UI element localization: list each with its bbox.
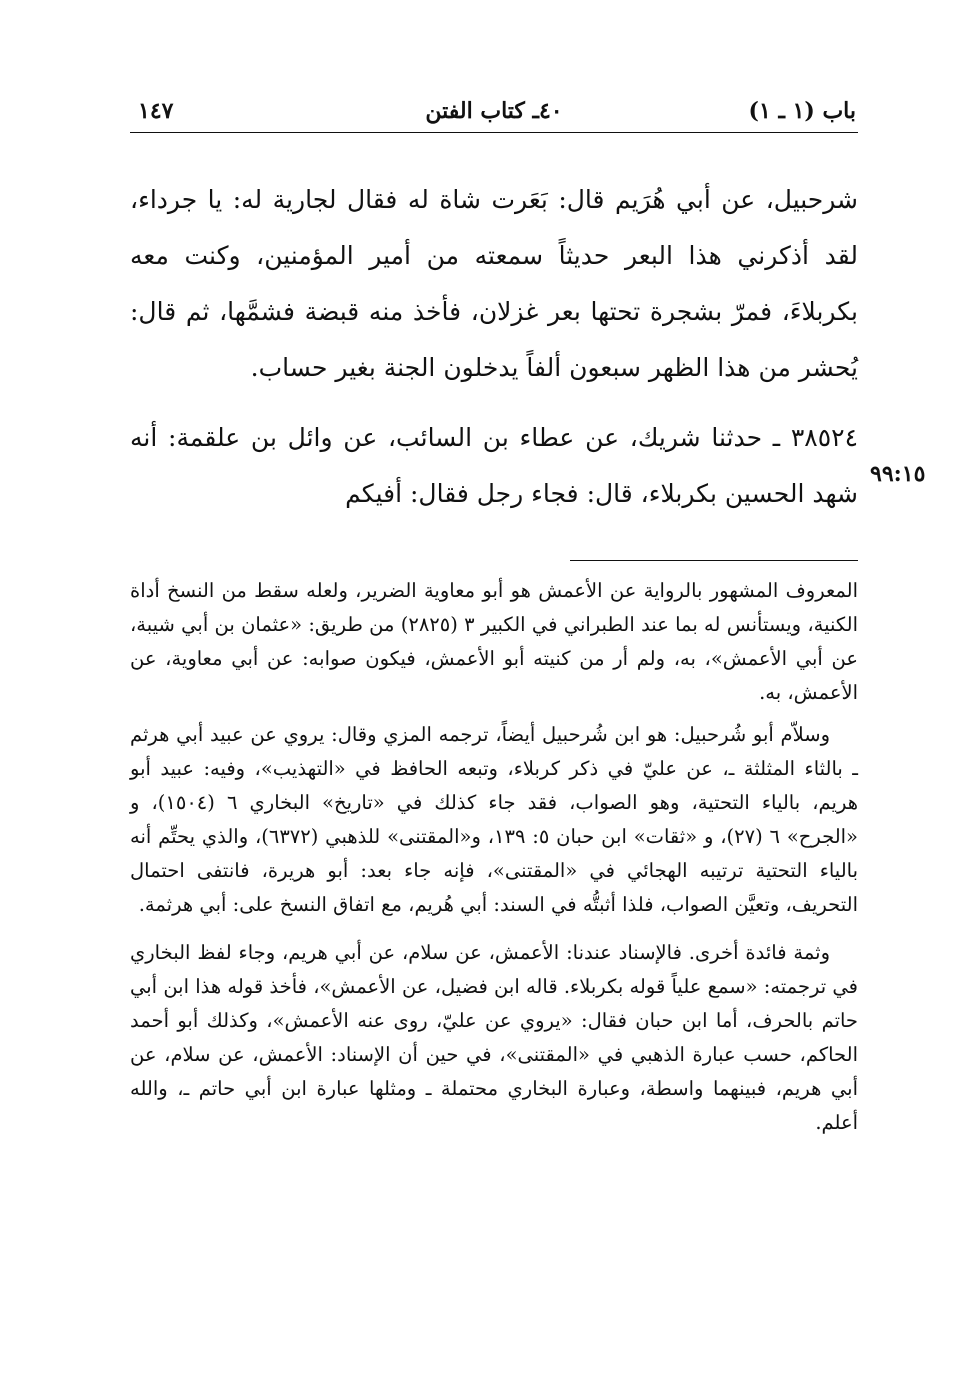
- hadith-38524: ٣٨٥٢٤ ـ حدثنا شريك، عن عطاء بن السائب، عن وائل بن علقمة: أنه شهد الحسين بكربلاء، قال: فجاء رجل فقال: أفيكم: [130, 423, 858, 508]
- footnote-block-3: وثمة فائدة أخرى. فالإسناد عندنا: الأعمش، عن سلام، عن أبي هريم، وجاء لفظ البخاري في ترجمته: «سمع علياً قوله بكربلاء. قاله ابن فضيل، عن الأعمش»، فأخذ قوله هذا ابن أبي حاتم بالحرف، أما ابن حبان فقال: «يروي عن عليّ، روى عنه الأعمش»، وكذلك أبو أحمد الحاكم، حسب عبارة الذهبي في «المقتنى»، في حين أن الإسناد: الأعمش، عن سلام، عن أبي هريم، فبينهما واسطة، وعبارة البخاري محتملة ـ ومثلها عبارة ابن أبي حاتم ـ، والله أعلم.: [130, 941, 859, 1134]
- margin-reference: ٩٩:١٥: [870, 461, 926, 487]
- footnote-divider: [570, 560, 858, 561]
- footnote-block-2: وسلاّم أبو شُرحبيل: هو ابن شُرحبيل أيضاً، ترجمه المزي وقال: يروي عن عبيد أبي هرثم ـ بالثاء المثلثة ـ، عن عليّ في ذكر كربلاء، وتبعه الحافظ في «التهذيب»، وفيه: عبيد أبو هريم، بالياء التحتية، وهو الصواب، فقد جاء كذلك في «تاريخ» البخاري ٦ (١٥٠٤)، و «الجرح» ٦ (٢٧)، و «ثقات» ابن حبان ٥: ١٣٩، و«المقتنى» للذهبي (٦٣٧٢)، والذي يحتِّم أنه بالياء التحتية ترتيبه الهجائي في «المقتنى»، فإنه جاء بعد: أبو هريرة، فانتفى احتمال التحريف، وتعيَّن الصواب، فلذا أثبتُّه في السند: أبي هُريم، مع اتفاق النسخ على: أبي هرثمة.: [130, 723, 858, 916]
- footnotes: [130, 574, 858, 1140]
- footnote-block-1: المعروف المشهور بالرواية عن الأعمش هو أبو معاوية الضرير، ولعله سقط من النسخ أداة الكنية، ويستأنس له بما عند الطبراني في الكبير ٣ (٢٨٢٥) من طريق: «عثمان بن أبي شيبة، عن أبي الأعمش»، به، ولم أر من كنيته أبو الأعمش، فيكون صوابه: عن أبي معاوية، عن الأعمش، به.: [130, 579, 858, 704]
- chapter-title: باب (١ ـ ١): [748, 98, 856, 124]
- page-header: [130, 92, 858, 133]
- main-paragraph-1: شرحبيل، عن أبي هُرَيم قال: بَعَرت شاة له فقال لجارية له: يا جرداء، لقد أذكرني هذا البعر حديثاً سمعته من أمير المؤمنين، وكنت معه بكربلاءَ، فمرّ بشجرة تحتها بعر غزلان، فأخذ منه قبضة فشمَّها، ثم قال: يُحشر من هذا الظهر سبعون ألفاً يدخلون الجنة بغير حساب.: [130, 185, 858, 382]
- page-number: ١٤٧: [138, 98, 174, 124]
- book-title: ٤٠ـ كتاب الفتن: [425, 98, 563, 124]
- main-text: [130, 172, 858, 522]
